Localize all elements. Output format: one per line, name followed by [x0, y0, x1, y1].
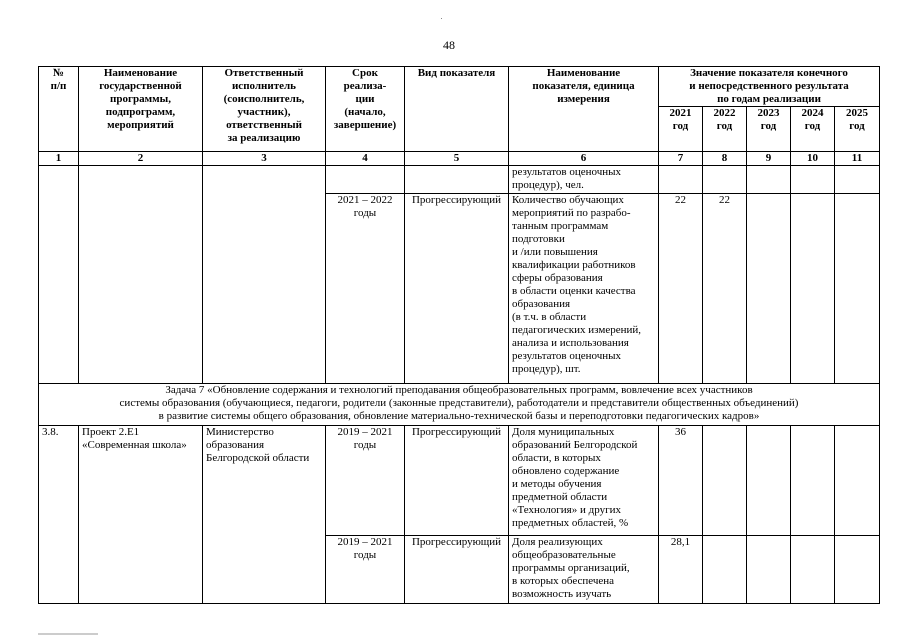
cell-num: [39, 166, 79, 384]
cell-program: [79, 166, 203, 384]
col-number: 5: [405, 152, 509, 166]
cell-type: [405, 166, 509, 194]
cell-type: Прогрессирующий: [405, 426, 509, 536]
column-number-row: [39, 152, 880, 166]
scan-speck: [441, 18, 442, 19]
cell-value: [835, 536, 880, 604]
cell-value: 36: [659, 426, 703, 536]
cell-indicator: Количество обучающих мероприятий по разрабо- танным программам подготовки и /или повышения квалификации работников сферы образования в области оценки качества образования (в т.ч. в области педагогических измерений, анализа и использования результатов оценочных процедур), шт.: [509, 194, 659, 384]
cell-value: 22: [703, 194, 747, 384]
header-year-2021: 2021 год: [659, 107, 703, 152]
cell-value: [747, 194, 791, 384]
header-col-values: Значение показателя конечного и непосредственного результата по годам реализации: [659, 67, 880, 107]
cell-num: 3.8.: [39, 426, 79, 604]
col-number: 10: [791, 152, 835, 166]
cell-value: [703, 426, 747, 536]
col-number: 6: [509, 152, 659, 166]
cell-value: [835, 194, 880, 384]
col-number: 8: [703, 152, 747, 166]
header-year-2025: 2025 год: [835, 107, 880, 152]
col-number: 9: [747, 152, 791, 166]
task-row: [39, 384, 880, 426]
header-col-program: Наименование государственной программы, подпрограмм, мероприятий: [79, 67, 203, 152]
scan-edge-mark: [38, 633, 98, 635]
cell-indicator: результатов оценочных процедур), чел.: [509, 166, 659, 194]
header-col-type: Вид показателя: [405, 67, 509, 152]
header-year-2024: 2024 год: [791, 107, 835, 152]
col-number: 7: [659, 152, 703, 166]
cell-period: 2021 – 2022 годы: [326, 194, 405, 384]
cell-value: [703, 166, 747, 194]
cell-value: [747, 426, 791, 536]
table-row: [39, 166, 880, 194]
cell-value: 22: [659, 194, 703, 384]
header-year-2023: 2023 год: [747, 107, 791, 152]
cell-value: [791, 426, 835, 536]
col-number: 4: [326, 152, 405, 166]
cell-program: Проект 2.Е1 «Современная школа»: [79, 426, 203, 604]
page-number: 48: [443, 38, 455, 52]
cell-value: [703, 536, 747, 604]
header-col-period: Срок реализа- ции (начало, завершение): [326, 67, 405, 152]
cell-value: [659, 166, 703, 194]
table-row: [39, 426, 880, 536]
col-number: 1: [39, 152, 79, 166]
cell-value: [835, 166, 880, 194]
cell-value: [747, 536, 791, 604]
cell-responsible: [203, 166, 326, 384]
cell-period: 2019 – 2021 годы: [326, 536, 405, 604]
cell-type: Прогрессирующий: [405, 536, 509, 604]
col-number: 11: [835, 152, 880, 166]
col-number: 3: [203, 152, 326, 166]
cell-value: [747, 166, 791, 194]
cell-value: [791, 166, 835, 194]
header-year-2022: 2022 год: [703, 107, 747, 152]
cell-value: 28,1: [659, 536, 703, 604]
cell-value: [835, 426, 880, 536]
task-description: Задача 7 «Обновление содержания и технологий преподавания общеобразовательных программ, вовлечение всех участников системы образования (обучающиеся, педагоги, родители (законные представители), работодатели и представители общественных объединений) в развитие системы общего образования, обновление материально-технической базы и переподготовки педагогических кадров»: [39, 384, 880, 426]
cell-period: 2019 – 2021 годы: [326, 426, 405, 536]
cell-type: Прогрессирующий: [405, 194, 509, 384]
header-col-num: № п/п: [39, 67, 79, 152]
col-number: 2: [79, 152, 203, 166]
cell-indicator: Доля реализующих общеобразовательные программы организаций, в которых обеспечена возможность изучать: [509, 536, 659, 604]
cell-period: [326, 166, 405, 194]
cell-value: [791, 536, 835, 604]
cell-value: [791, 194, 835, 384]
header-col-responsible: Ответственный исполнитель (соисполнитель, участник), ответственный за реализацию: [203, 67, 326, 152]
cell-indicator: Доля муниципальных образований Белгородской области, в которых обновлено содержание и методы обучения предметной области «Технология» и других предметных областей, %: [509, 426, 659, 536]
cell-responsible: Министерство образования Белгородской области: [203, 426, 326, 604]
indicators-table: [38, 66, 880, 604]
header-col-indicator: Наименование показателя, единица измерения: [509, 67, 659, 152]
